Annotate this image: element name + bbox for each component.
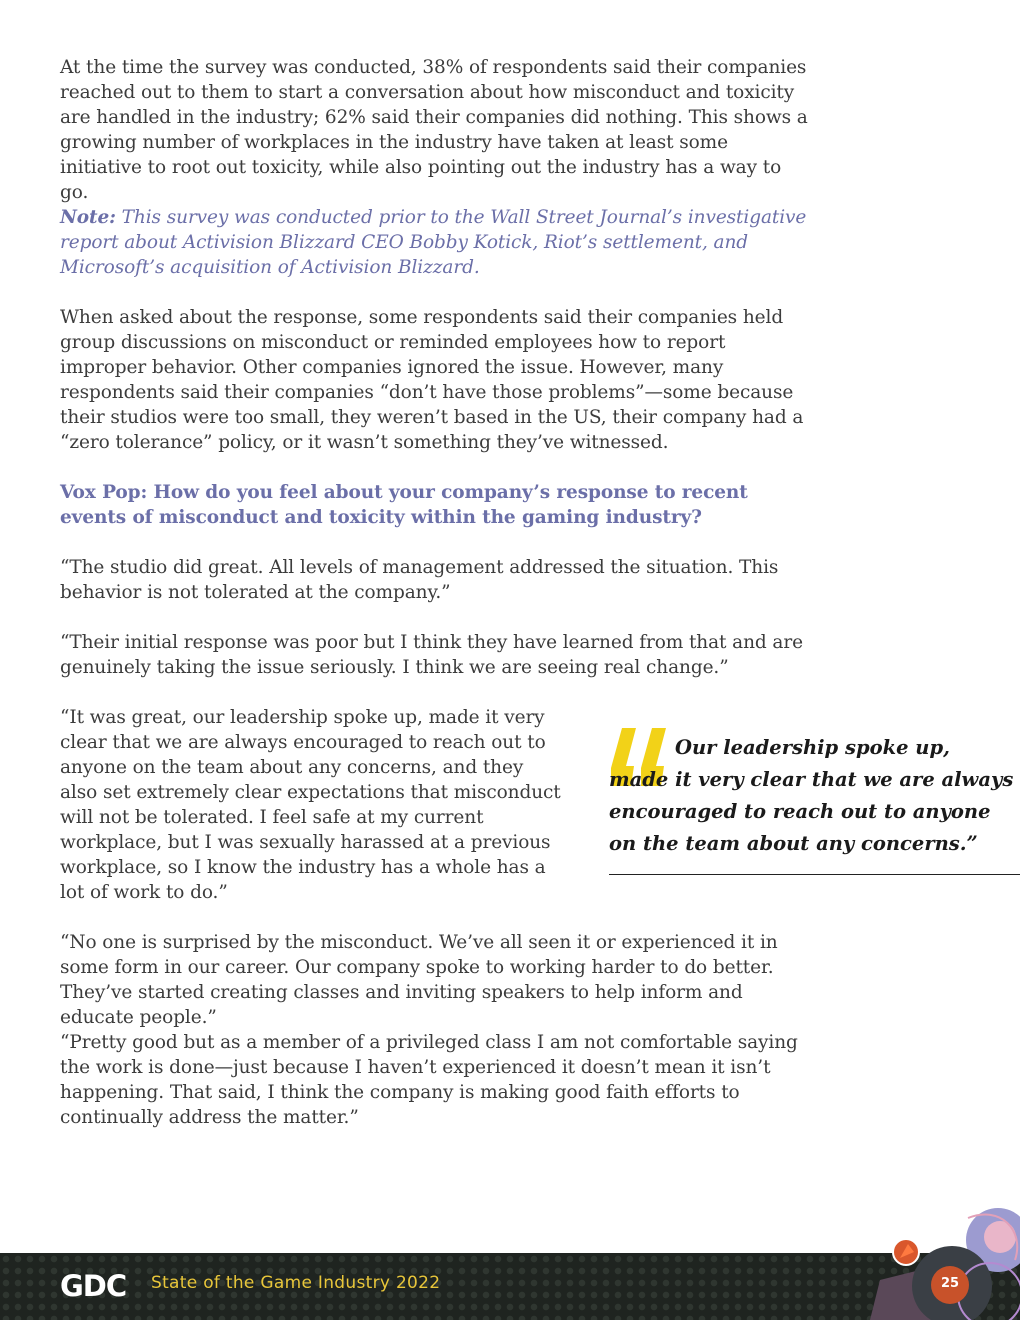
pull-quote-text: Our leadership spoke up, made it very clear that we are always encouraged to reach out to anyone on the team about any concerns.” [609, 736, 1014, 855]
note-label: Note: [60, 207, 116, 228]
survey-note [60, 205, 810, 280]
gdc-logo [60, 1270, 134, 1300]
note-text: This survey was conducted prior to the Wall Street Journal’s investigative report about Activision Blizzard CEO Bobby Kotick, Riot’s settlement, and Microsoft’s acquisition of Activision Blizzard. [60, 207, 807, 278]
quote-4: “No one is surprised by the misconduct. We’ve all seen it or experienced it in some form in our career. Our company spoke to working harder to do better. They’ve started creating classes and inviting speakers to help inform and educate people.” [60, 932, 778, 1028]
quote-5: “Pretty good but as a member of a privileged class I am not comfortable saying the work is done—just because I haven’t experienced it doesn’t mean it isn’t happening. That said, I think the company is making good faith efforts to continually address the matter.” [60, 1032, 798, 1128]
decorative-shapes-graphic [850, 1200, 1020, 1320]
gdc-logo-text: GDC [60, 1270, 127, 1300]
vox-pop-question: Vox Pop: How do you feel about your company’s response to recent events of misconduct and toxicity within the gaming industry? [60, 482, 748, 528]
intro-paragraph: At the time the survey was conducted, 38% of respondents said their companies reached out to them to start a conversation about how misconduct and toxicity are handled in the industry; 62% said their companies did nothing. This shows a growing number of workplaces in the industry have taken at least some initiative to root out toxicity, while also pointing out the industry has a way to go. [60, 57, 808, 203]
response-paragraph: When asked about the response, some respondents said their companies held group discussions on misconduct or reminded employees how to report improper behavior. Other companies ignored the issue. However, many respondents said their companies “don’t have those problems”—some because their studios were too small, they weren’t based in the US, their company had a “zero tolerance” policy, or it wasn’t something they’ve witnessed. [60, 307, 804, 453]
quote-3: “It was great, our leadership spoke up, made it very clear that we are always encouraged to reach out to anyone on the team about any concerns, and they also set extremely clear expectations that misconduct will not be tolerated. I feel safe at my current workplace, but I was sexually harassed at a previous workplace, so I know the industry has a whole has a lot of work to do.” [60, 707, 561, 903]
quote-1: “The studio did great. All levels of management addressed the situation. This behavior is not tolerated at the company.” [60, 557, 779, 603]
page-number: 25 [940, 1276, 960, 1291]
report-title: State of the Game Industry 2022 [151, 1273, 441, 1293]
pull-quote [609, 722, 1020, 875]
quote-2: “Their initial response was poor but I think they have learned from that and are genuinely taking the issue seriously. I think we are seeing real change.” [60, 632, 803, 678]
